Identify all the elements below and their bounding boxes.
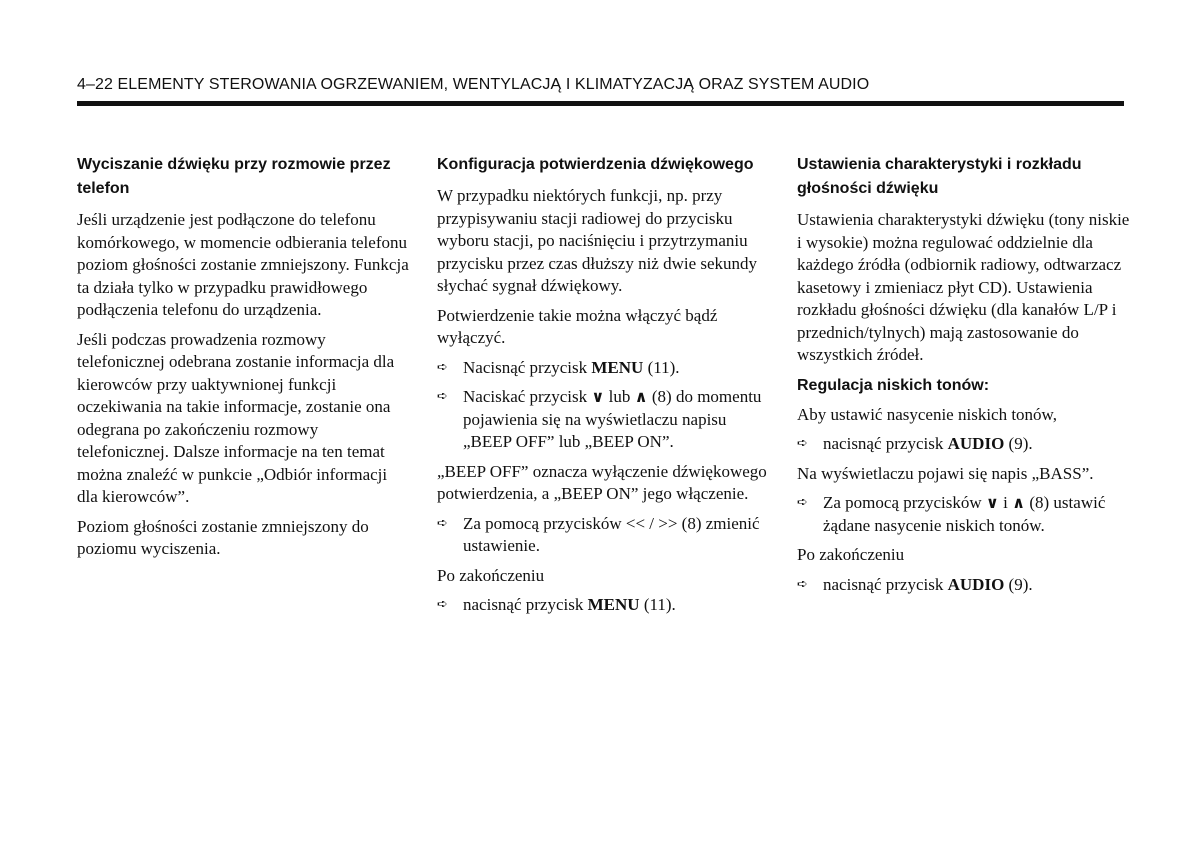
paragraph: „BEEP OFF” oznacza wyłączenie dźwiękowego potwierdzenia, a „BEEP ON” jego włączenie.	[437, 461, 767, 503]
instruction-step	[437, 594, 772, 617]
step-text: (8) do momentu pojawienia się na wyświetlaczu napisu „BEEP OFF” lub „BEEP ON”.	[463, 387, 762, 451]
chevron-down-icon: ∨	[985, 493, 999, 512]
paragraph: Po zakończeniu	[437, 565, 545, 585]
menu-key-label: MENU	[587, 595, 640, 614]
step-text: nacisnąć przycisk	[823, 574, 948, 594]
section-heading: Konfiguracja potwierdzenia dźwiękowego	[437, 156, 754, 173]
step-text: (9).	[1004, 434, 1033, 453]
step-text: Za pomocą przycisków	[823, 493, 986, 512]
step-text: (9).	[1004, 574, 1033, 594]
paragraph: Aby ustawić nasycenie niskich tonów,	[797, 404, 1057, 424]
instruction-step	[437, 386, 772, 454]
step-text: Za pomocą przycisków << / >> (8) zmienić ustawienie.	[463, 513, 760, 555]
paragraph: Na wyświetlaczu pojawi się napis „BASS”.	[797, 463, 1094, 483]
step-arrow-icon: ➪	[797, 436, 808, 451]
menu-key-label: MENU	[591, 357, 644, 377]
instruction-step	[797, 492, 1132, 537]
section-heading: Wyciszanie dźwięku przy rozmowie przez telefon	[77, 156, 391, 197]
instruction-step	[797, 433, 1132, 456]
step-arrow-icon: ➪	[437, 597, 448, 612]
step-text: i	[998, 493, 1013, 512]
paragraph: Jeśli urządzenie jest podłączone do telefonu komórkowego, w momencie odbierania telefonu poziom głośności zostanie zmniejszony. Funkcja ta działa tylko w przypadku prawidłowego podłączenia telefonu do urządzenia.	[77, 210, 409, 319]
column-beep-config	[437, 153, 772, 624]
step-text: (11).	[643, 357, 680, 377]
step-text: (11).	[639, 595, 676, 614]
paragraph: Jeśli podczas prowadzenia rozmowy telefonicznej odebrana zostanie informacja dla kierowców przy uaktywnionej funkcji oczekiwania na takie informacje, zostanie ona odegrana po zakończeniu rozmowy telefonicznej. Dalsze informacje na ten temat można znaleźć w punkcie „Odbiór informacji dla kierowców”.	[77, 329, 395, 506]
header-rule	[77, 101, 1124, 106]
audio-key-label: AUDIO	[947, 434, 1005, 453]
instruction-step	[437, 357, 772, 380]
step-text: nacisnąć przycisk	[463, 595, 588, 614]
step-arrow-icon: ➪	[797, 495, 808, 510]
step-text: nacisnąć przycisk	[823, 434, 948, 453]
subsection-heading: Regulacja niskich tonów:	[797, 376, 990, 394]
chevron-down-icon: ∨	[591, 387, 605, 406]
paragraph: Poziom głośności zostanie zmniejszony do poziomu wyciszenia.	[77, 516, 369, 558]
step-text: (8) ustawić żądane nasycenie niskich tonów.	[823, 493, 1106, 535]
step-arrow-icon: ➪	[437, 389, 448, 404]
chevron-up-icon: ∧	[1012, 493, 1026, 512]
column-tone-settings	[797, 153, 1132, 603]
step-text: lub	[604, 387, 635, 406]
chevron-up-icon: ∧	[634, 387, 648, 406]
step-text: Naciskać przycisk	[463, 387, 592, 406]
paragraph: Po zakończeniu	[797, 545, 905, 564]
paragraph: W przypadku niektórych funkcji, np. przy przypisywaniu stacji radiowej do przycisku wyboru stacji, po naciśnięciu i przytrzymaniu przycisku przez czas dłuższy niż dwie sekundy słychać sygnał dźwiękowy.	[437, 186, 758, 295]
page-header: 4–22 ELEMENTY STEROWANIA OGRZEWANIEM, WENTYLACJĄ I KLIMATYZACJĄ ORAZ SYSTEM AUDIO	[77, 76, 870, 93]
paragraph: Ustawienia charakterystyki dźwięku (tony niskie i wysokie) można regulować oddzielnie dla każdego źródła (odbiornik radiowy, odtwarzacz kasetowy i zmieniacz płyt CD). Ustawienia rozkładu głośności dźwięku (dla kanałów L/P i przednich/tylnych) mają zastosowanie do wszystkich źródeł.	[797, 210, 1130, 364]
instruction-step	[797, 574, 1132, 597]
column-phone-mute	[77, 153, 412, 568]
audio-key-label: AUDIO	[947, 574, 1005, 594]
paragraph: Potwierdzenie takie można włączyć bądź wyłączyć.	[437, 305, 718, 347]
step-arrow-icon: ➪	[797, 576, 808, 592]
step-arrow-icon: ➪	[437, 359, 448, 375]
step-arrow-icon: ➪	[437, 515, 448, 531]
section-heading: Ustawienia charakterystyki i rozkładu głośności dźwięku	[797, 156, 1082, 197]
instruction-step	[437, 513, 772, 558]
step-text: Nacisnąć przycisk	[463, 357, 592, 377]
